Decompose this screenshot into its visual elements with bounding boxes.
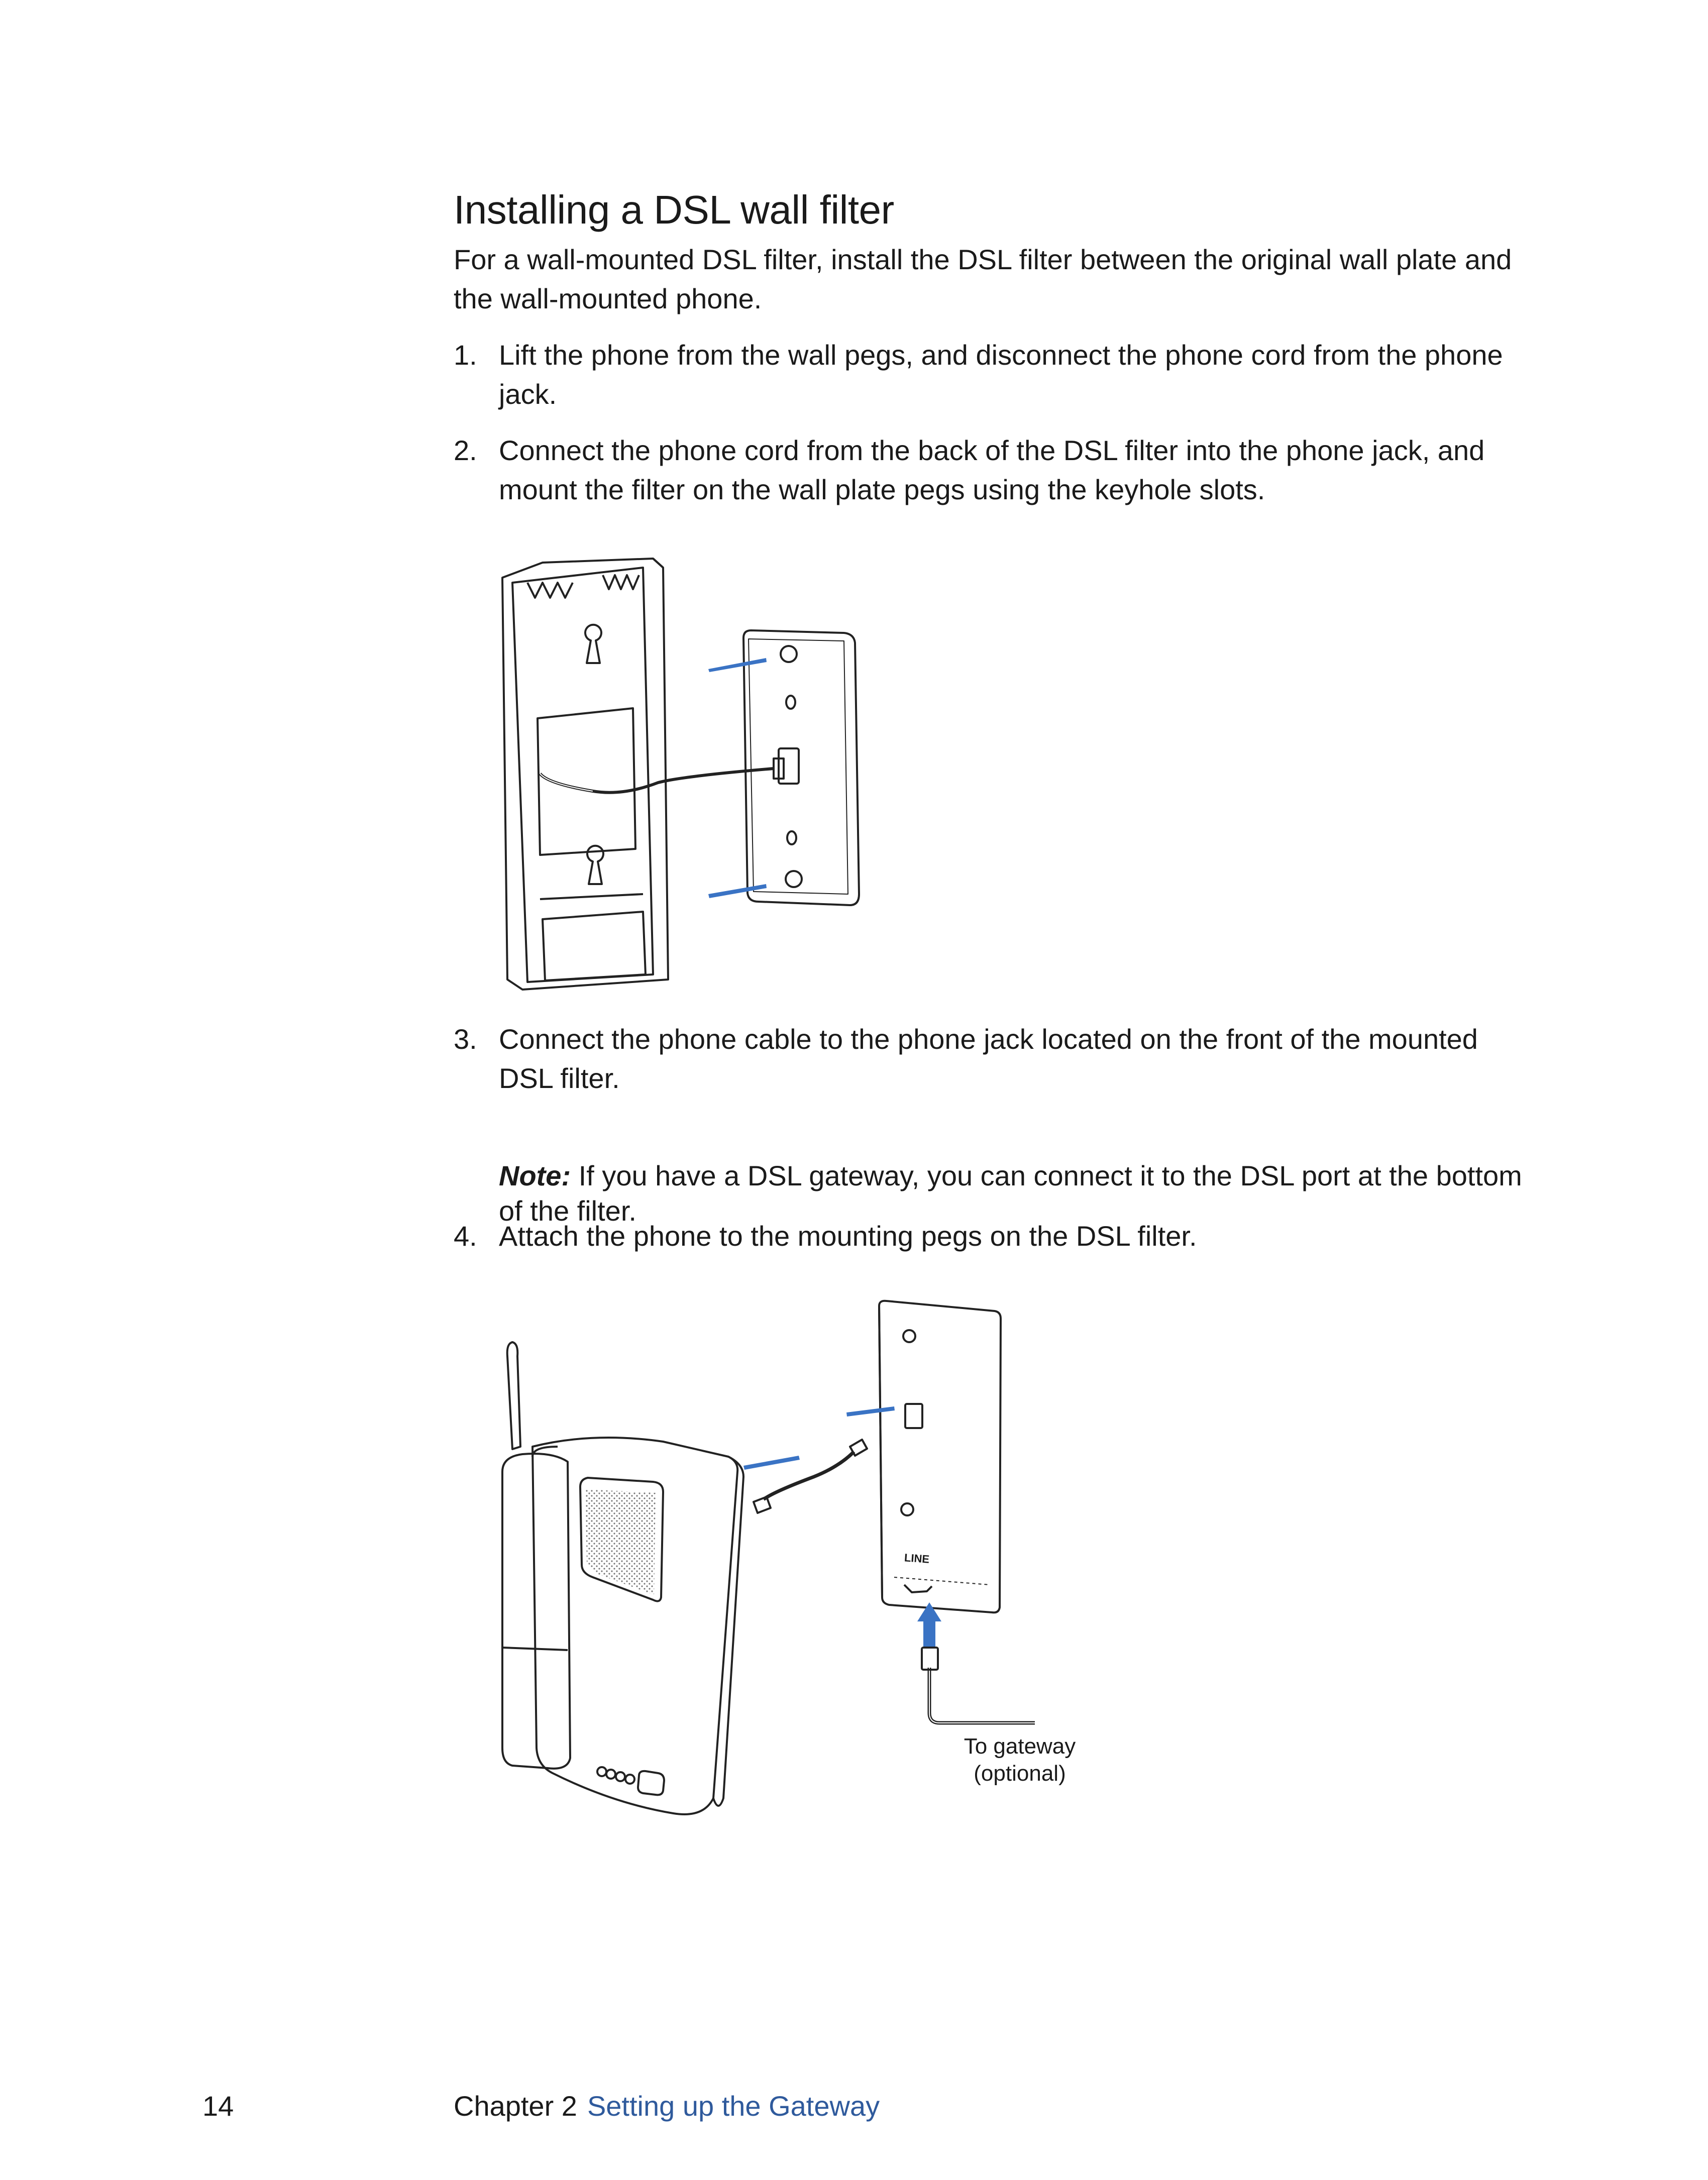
note-text: If you have a DSL gateway, you can connect it to the DSL port at the bottom of the filter. — [499, 1160, 1522, 1227]
phone-cable — [764, 1452, 854, 1499]
arrow-top — [708, 658, 767, 672]
step-text: Connect the phone cord from the back of the DSL filter into the phone jack, and mount the filter on the wall plate pegs using the keyhole slots. — [499, 434, 1485, 505]
arrow-bottom — [708, 884, 767, 898]
step-number: 3. — [454, 1023, 477, 1055]
step-number: 1. — [454, 339, 477, 371]
figure-phone-filter — [492, 1296, 1105, 1833]
step-text: Attach the phone to the mounting pegs on the DSL filter. — [499, 1220, 1197, 1252]
step-text: Lift the phone from the wall pegs, and disconnect the phone cord from the phone jack. — [499, 339, 1503, 410]
footer-chapter — [454, 2090, 880, 2122]
step-1 — [454, 336, 1534, 416]
gateway-label — [934, 1733, 1105, 1787]
step-text: Connect the phone cable to the phone jack located on the front of the mounted DSL filter. — [499, 1023, 1478, 1094]
step-number: 2. — [454, 434, 477, 466]
chapter-label: Chapter 2 — [454, 2090, 577, 2122]
screw-top — [781, 646, 797, 662]
figure-filter-wallplate — [492, 548, 874, 1010]
step-2 — [454, 431, 1534, 511]
arrow-to-filter — [846, 1406, 895, 1416]
step-number: 4. — [454, 1220, 477, 1252]
screw-bottom — [786, 871, 802, 887]
intro-paragraph: For a wall-mounted DSL filter, install the DSL filter between the original wall plate and the wall-mounted phone. — [454, 244, 1512, 314]
phone-cord — [540, 769, 774, 793]
antenna — [507, 1342, 520, 1449]
line-port-label: LINE — [904, 1551, 930, 1566]
note-label: Note: — [499, 1160, 571, 1191]
page-number: 14 — [202, 2090, 234, 2122]
filter-phone-jack — [905, 1404, 922, 1428]
step-4 — [454, 1217, 1534, 1257]
keyhole-slot-top — [585, 625, 601, 663]
gateway-label-line2: (optional) — [974, 1761, 1066, 1786]
section-link[interactable]: Setting up the Gateway — [587, 2090, 880, 2122]
gateway-cable — [929, 1668, 1035, 1723]
step-3 — [454, 1020, 1534, 1100]
arrow-to-phone — [743, 1456, 800, 1470]
wall-plate — [743, 630, 859, 905]
page-title: Installing a DSL wall filter — [454, 187, 894, 232]
gateway-label-line1: To gateway — [964, 1734, 1076, 1759]
dsl-filter-front — [879, 1301, 1001, 1613]
